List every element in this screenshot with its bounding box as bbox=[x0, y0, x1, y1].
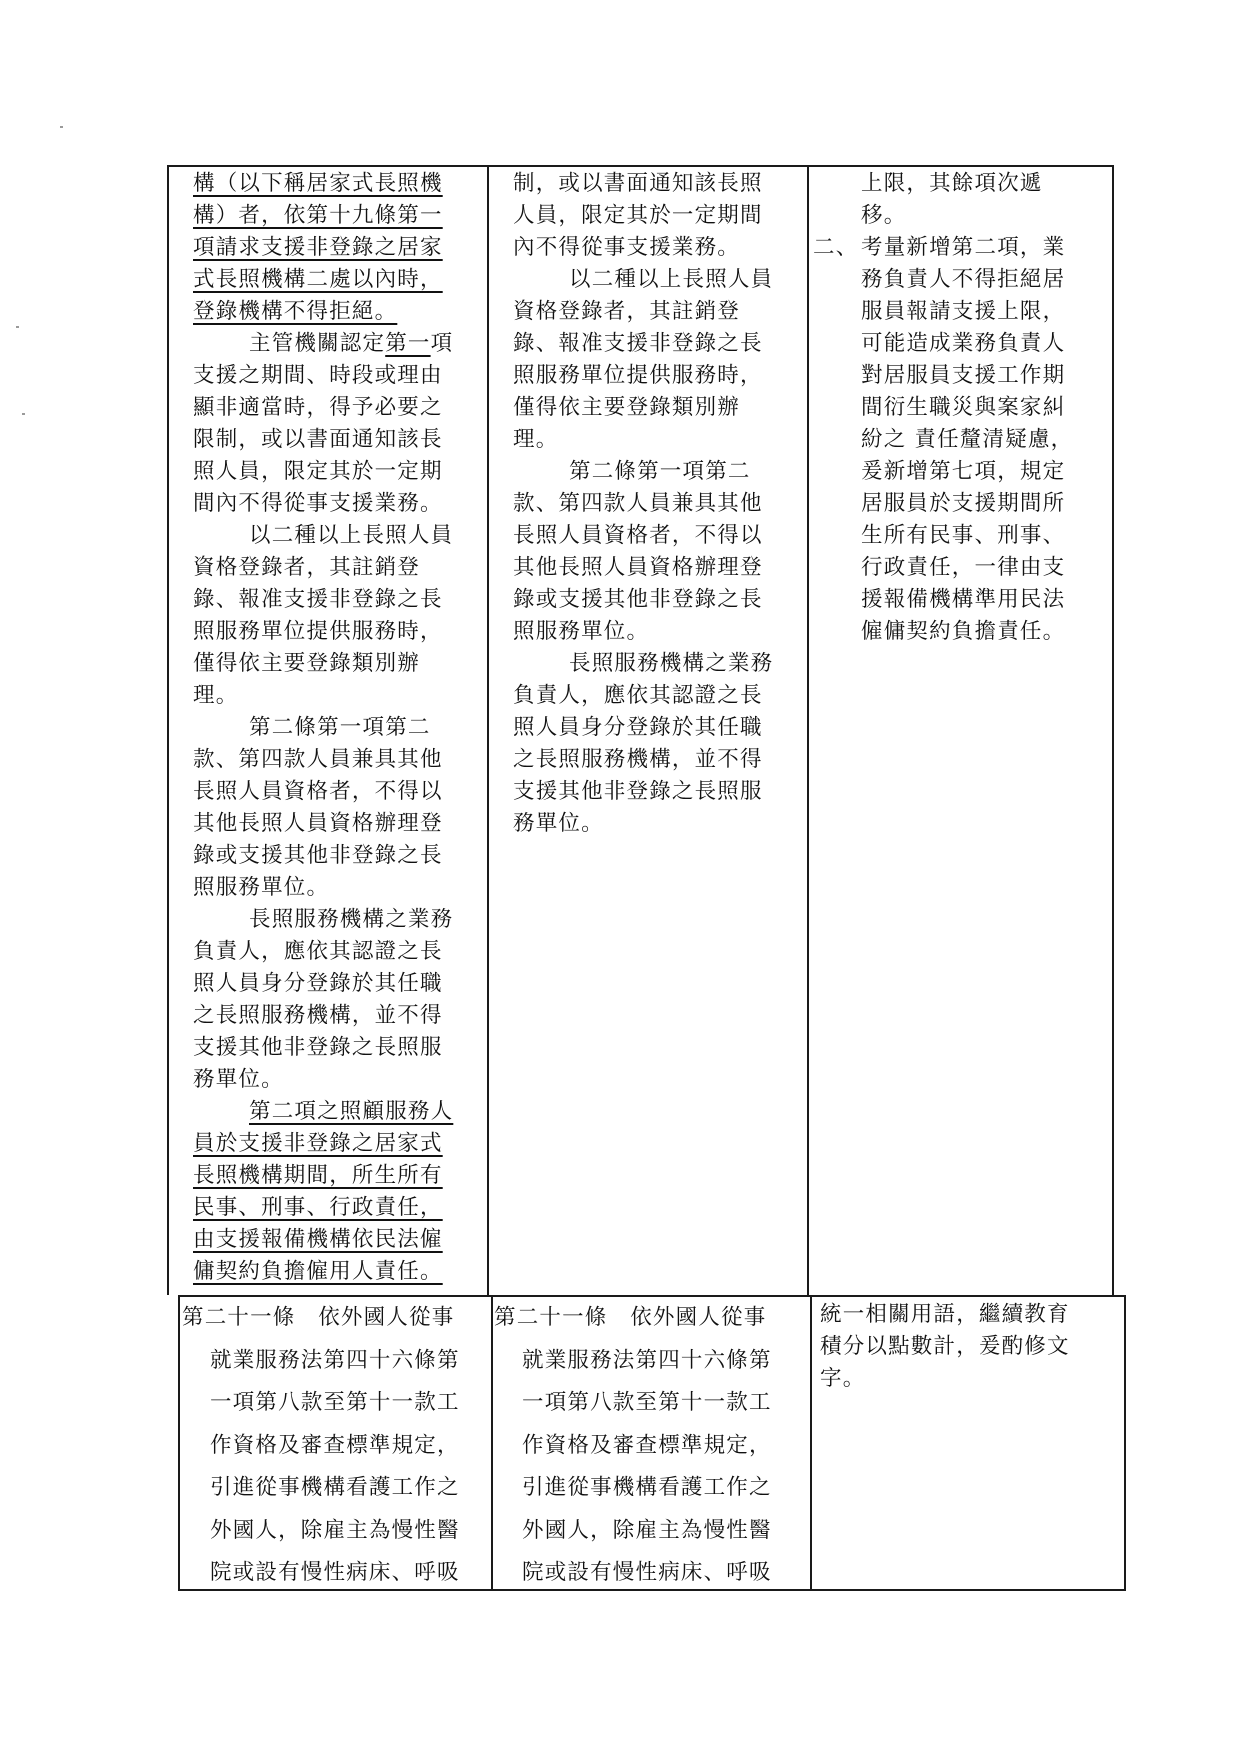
note-line: 移。 bbox=[861, 203, 907, 228]
amended-line: 構）者，依第十九條第一 bbox=[193, 203, 443, 228]
article-line: 一項第八款至第十一款工 bbox=[522, 1390, 772, 1415]
amended-line: 支援之期間、時段或理由 bbox=[193, 363, 443, 388]
current-line: 支援其他非登錄之長照服 bbox=[513, 779, 763, 804]
article-line: 作資格及審查標準規定， bbox=[522, 1432, 772, 1458]
note-line: 可能造成業務負責人 bbox=[861, 331, 1066, 356]
article-line: 作資格及審查標準規定， bbox=[210, 1432, 460, 1458]
article-heading: 第二十一條 依外國人從事 bbox=[494, 1305, 767, 1330]
amended-line: 資格登錄者，其註銷登 bbox=[193, 555, 421, 580]
amended-line: 支援其他非登錄之長照服 bbox=[193, 1035, 443, 1060]
note-line: 間衍生職災與案家糾 bbox=[861, 395, 1066, 420]
scan-speck bbox=[16, 326, 19, 328]
current-line: 僅得依主要登錄類別辦 bbox=[513, 395, 741, 420]
article-line: 外國人，除雇主為慢性醫 bbox=[522, 1517, 772, 1543]
amended-line: 錄、報准支援非登錄之長 bbox=[193, 587, 443, 612]
current-line: 款、第四款人員兼具其他 bbox=[513, 491, 763, 516]
amended-text-run: 項 bbox=[430, 331, 454, 356]
note-line: 生所有民事、刑事、 bbox=[861, 523, 1066, 548]
amended-paragraph-start: 長照服務機構之業務 bbox=[249, 907, 454, 932]
amended-line: 登錄機構不得拒絕。 bbox=[193, 299, 398, 324]
amended-paragraph-start bbox=[193, 328, 485, 360]
note-line: 考量新增第二項，業 bbox=[861, 235, 1066, 260]
current-text-cell bbox=[513, 167, 805, 840]
current-line: 務單位。 bbox=[513, 811, 604, 836]
amended-line: 款、第四款人員兼具其他 bbox=[193, 747, 443, 772]
amended-line: 長照人員資格者，不得以 bbox=[193, 779, 443, 804]
column-divider bbox=[810, 1297, 812, 1589]
amended-line: 構（以下稱居家式長照機 bbox=[193, 171, 443, 196]
amended-paragraph-start: 第二條第一項第二 bbox=[249, 715, 431, 740]
amended-text-run: 主管機關認定 bbox=[249, 331, 386, 356]
note-line: 爰新增第七項，規定 bbox=[861, 459, 1066, 484]
scan-speck bbox=[22, 413, 25, 415]
amended-line: 照人員，限定其於一定期 bbox=[193, 459, 443, 484]
comparison-table-article-21 bbox=[178, 1295, 1126, 1591]
article-line: 引進從事機構看護工作之 bbox=[210, 1475, 460, 1500]
amended-line: 傭契約負擔僱用人責任。 bbox=[193, 1259, 443, 1284]
note-line: 服員報請支援上限， bbox=[861, 299, 1066, 324]
amended-line: 限制，或以書面通知該長 bbox=[193, 427, 443, 452]
note-item-label: 二、 bbox=[813, 235, 859, 260]
amended-paragraph-start: 以二種以上長照人員 bbox=[249, 523, 454, 548]
amended-line: 務單位。 bbox=[193, 1067, 284, 1092]
amended-line: 錄或支援其他非登錄之長 bbox=[193, 843, 443, 868]
amended-line: 由支援報備機構依民法僱 bbox=[193, 1227, 443, 1252]
scan-speck bbox=[60, 126, 63, 128]
note-line: 統一相關用語，繼續教育 bbox=[820, 1302, 1070, 1327]
note-line: 對居服員支援工作期 bbox=[861, 363, 1066, 388]
current-line: 資格登錄者，其註銷登 bbox=[513, 299, 741, 324]
amended-line: 員於支援非登錄之居家式 bbox=[193, 1131, 443, 1156]
current-line: 長照人員資格者，不得以 bbox=[513, 523, 763, 548]
current-line: 照服務單位提供服務時， bbox=[513, 363, 763, 388]
amended-line: 僅得依主要登錄類別辦 bbox=[193, 651, 421, 676]
article-notes-cell bbox=[820, 1297, 1124, 1395]
comparison-table-continued bbox=[167, 165, 1114, 1295]
note-line: 行政責任，一律由支 bbox=[861, 555, 1066, 580]
current-line: 照人員身分登錄於其任職 bbox=[513, 715, 763, 740]
note-line: 務負責人不得拒絕居 bbox=[861, 267, 1066, 292]
current-line: 理。 bbox=[513, 427, 559, 452]
current-paragraph-start: 長照服務機構之業務 bbox=[569, 651, 774, 676]
amended-line: 照人員身分登錄於其任職 bbox=[193, 971, 443, 996]
amended-line: 其他長照人員資格辦理登 bbox=[193, 811, 443, 836]
article-line: 一項第八款至第十一款工 bbox=[210, 1390, 460, 1415]
amended-underlined-run: 第二項之照顧服務人 bbox=[249, 1099, 454, 1124]
current-line: 錄、報准支援非登錄之長 bbox=[513, 331, 763, 356]
amended-line: 間內不得從事支援業務。 bbox=[193, 491, 443, 516]
note-line: 積分以點數計，爰酌修文 bbox=[820, 1334, 1070, 1359]
article-line: 就業服務法第四十六條第 bbox=[522, 1347, 772, 1373]
notes-cell bbox=[809, 167, 1115, 648]
amended-line: 照服務單位提供服務時， bbox=[193, 619, 443, 644]
amended-line: 之長照服務機構，並不得 bbox=[193, 1003, 443, 1028]
note-line: 僱傭契約負擔責任。 bbox=[861, 619, 1066, 644]
note-line: 援報備機構準用民法 bbox=[861, 587, 1066, 612]
article-line: 院或設有慢性病床、呼吸 bbox=[210, 1560, 460, 1585]
amended-paragraph-start bbox=[193, 1096, 485, 1128]
note-line: 上限，其餘項次遞 bbox=[861, 171, 1043, 196]
current-line: 制，或以書面通知該長照 bbox=[513, 171, 763, 196]
amended-line: 理。 bbox=[193, 683, 239, 708]
current-line: 之長照服務機構，並不得 bbox=[513, 747, 763, 772]
amended-line: 長照機構期間，所生所有 bbox=[193, 1163, 443, 1188]
article-line: 院或設有慢性病床、呼吸 bbox=[522, 1560, 772, 1585]
article-line: 引進從事機構看護工作之 bbox=[522, 1475, 772, 1500]
article-line: 外國人，除雇主為慢性醫 bbox=[210, 1517, 460, 1543]
note-line: 居服員於支援期間所 bbox=[861, 491, 1066, 516]
amended-line: 照服務單位。 bbox=[193, 875, 330, 900]
current-line: 內不得從事支援業務。 bbox=[513, 235, 741, 260]
note-item bbox=[813, 232, 1115, 648]
article-line: 就業服務法第四十六條第 bbox=[210, 1347, 460, 1373]
note-line: 紛之 責任釐清疑慮， bbox=[861, 427, 1074, 452]
current-paragraph-start: 以二種以上長照人員 bbox=[569, 267, 774, 292]
current-line: 其他長照人員資格辦理登 bbox=[513, 555, 763, 580]
current-line: 錄或支援其他非登錄之長 bbox=[513, 587, 763, 612]
amended-line: 負責人，應依其認證之長 bbox=[193, 939, 443, 964]
amended-line: 顯非適當時，得予必要之 bbox=[193, 395, 443, 420]
column-divider bbox=[491, 1297, 493, 1589]
amended-article-cell bbox=[182, 1297, 490, 1595]
current-line: 照服務單位。 bbox=[513, 619, 650, 644]
article-heading: 第二十一條 依外國人從事 bbox=[182, 1305, 455, 1330]
amended-underlined-run: 第一 bbox=[385, 331, 431, 356]
note-line: 字。 bbox=[820, 1366, 866, 1391]
amended-line: 民事、刑事、行政責任， bbox=[193, 1195, 443, 1220]
current-line: 人員，限定其於一定期間 bbox=[513, 203, 763, 228]
column-divider bbox=[487, 167, 489, 1295]
current-article-cell bbox=[494, 1297, 808, 1595]
amended-line: 式長照機構二處以內時， bbox=[193, 267, 443, 292]
amended-line: 項請求支援非登錄之居家 bbox=[193, 235, 443, 260]
current-paragraph-start: 第二條第一項第二 bbox=[569, 459, 751, 484]
current-line: 負責人，應依其認證之長 bbox=[513, 683, 763, 708]
amended-text-cell bbox=[193, 167, 485, 1288]
